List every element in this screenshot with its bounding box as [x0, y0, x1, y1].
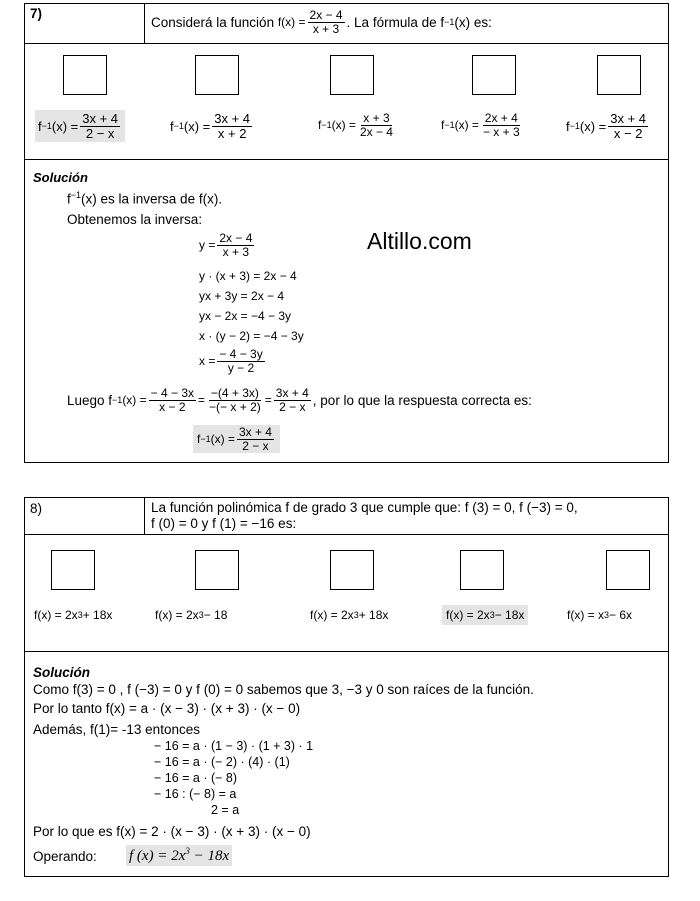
- option-checkbox-3[interactable]: [330, 55, 374, 95]
- question-prompt-line-2: f (0) = 0 y f (1) = −16 es:: [151, 516, 297, 531]
- eq-1: − 16 = a · (1 − 3) · (1 + 3) · 1: [154, 739, 314, 753]
- option-checkbox-5[interactable]: [606, 550, 650, 590]
- step-6: x = $\frac{- 4 - 3y}{y - 2}$: [199, 347, 263, 375]
- eq-5: 2 = a: [211, 803, 240, 817]
- option-5[interactable]: f −1 (x) = $\frac{3x + 4}{x - 2}$: [566, 111, 647, 141]
- solution-heading: Solución: [33, 665, 90, 680]
- option-checkbox-4[interactable]: [460, 550, 504, 590]
- eq-2: − 16 = a · (− 2) · (4) · (1): [154, 755, 290, 769]
- question-prompt: Considerá la función f(x) = $\frac{2x - 4}{x + 3}$ . La fórmula de f −1 (x) es:: [151, 8, 492, 36]
- option-checkbox-5[interactable]: [597, 55, 641, 95]
- option-2[interactable]: f −1 (x) = $\frac{3x + 4}{x + 2}$: [170, 111, 251, 141]
- eq-4: − 16 : (− 8) = a: [154, 787, 237, 801]
- option-4[interactable]: f(x) = 2x 3 − 18x: [442, 605, 528, 625]
- option-2[interactable]: f(x) = 2x 3 − 18: [155, 608, 228, 622]
- step-5: x · (y − 2) = −4 − 3y: [199, 329, 304, 343]
- option-5[interactable]: f(x) = x 3 − 6x: [567, 608, 633, 622]
- eq-3: − 16 = a · (− 8): [154, 771, 238, 785]
- option-checkbox-4[interactable]: [472, 55, 516, 95]
- option-checkbox-2[interactable]: [195, 550, 239, 590]
- step-3: yx + 3y = 2x − 4: [199, 289, 285, 303]
- solution-line-3: Además, f(1)= -13 entonces: [33, 722, 200, 737]
- solution-line-4: Por lo que es f(x) = 2 · (x − 3) · (x + 3) · (x − 0): [33, 824, 311, 839]
- option-3[interactable]: f −1 (x) = $\frac{x + 3}{2x - 4}$: [318, 111, 393, 139]
- question-number: 7): [30, 6, 43, 21]
- option-4[interactable]: f −1 (x) = $\frac{2x + 4}{- x + 3}$: [441, 111, 520, 139]
- option-1[interactable]: f(x) = 2x 3 + 18x: [34, 608, 113, 622]
- option-3[interactable]: f(x) = 2x 3 + 18x: [310, 608, 389, 622]
- step-1: y = $\frac{2x - 4}{x + 3}$: [199, 231, 253, 259]
- solution-heading: Solución: [33, 170, 88, 185]
- step-4: yx − 2x = −4 − 3y: [199, 309, 292, 323]
- option-checkbox-2[interactable]: [195, 55, 239, 95]
- option-1[interactable]: f −1 (x) = $\frac{3x + 4}{2 - x}$: [35, 110, 125, 142]
- option-checkbox-1[interactable]: [63, 55, 107, 95]
- luego-line: Luego f −1 (x) = $\frac{- 4 - 3x}{x - 2}$ = $\frac{-(4 + 3x)}{-(- x + 2)}$ = $\frac{3x + 4}{2 - x}$ , por lo que la respuesta correcta es:: [67, 386, 532, 414]
- option-checkbox-1[interactable]: [51, 550, 95, 590]
- question-prompt-line-1: La función polinómica f de grado 3 que cumple que: f (3) = 0, f (−3) = 0,: [151, 500, 578, 515]
- solution-line-1: Como f(3) = 0 , f (−3) = 0 y f (0) = 0 sabemos que 3, −3 y 0 son raíces de la función.: [33, 682, 534, 697]
- solution-line-1: $f^{-1}(x)$ es la inversa de f(x).: [67, 190, 223, 207]
- step-2: y · (x + 3) = 2x − 4: [199, 269, 297, 283]
- solution-line-5: Operando:: [33, 849, 97, 864]
- solution-line-2: Por lo tanto f(x) = a · (x − 3) · (x + 3) · (x − 0): [33, 701, 301, 716]
- final-answer: f $(x) = 2x^3 - 18x$: [126, 845, 232, 866]
- solution-line-2: Obtenemos la inversa:: [67, 212, 203, 227]
- option-checkbox-3[interactable]: [330, 550, 374, 590]
- watermark: Altillo.com: [367, 228, 472, 254]
- correct-answer: f −1 (x) = $\frac{3x + 4}{2 - x}$: [193, 425, 280, 453]
- question-number: 8): [30, 501, 43, 516]
